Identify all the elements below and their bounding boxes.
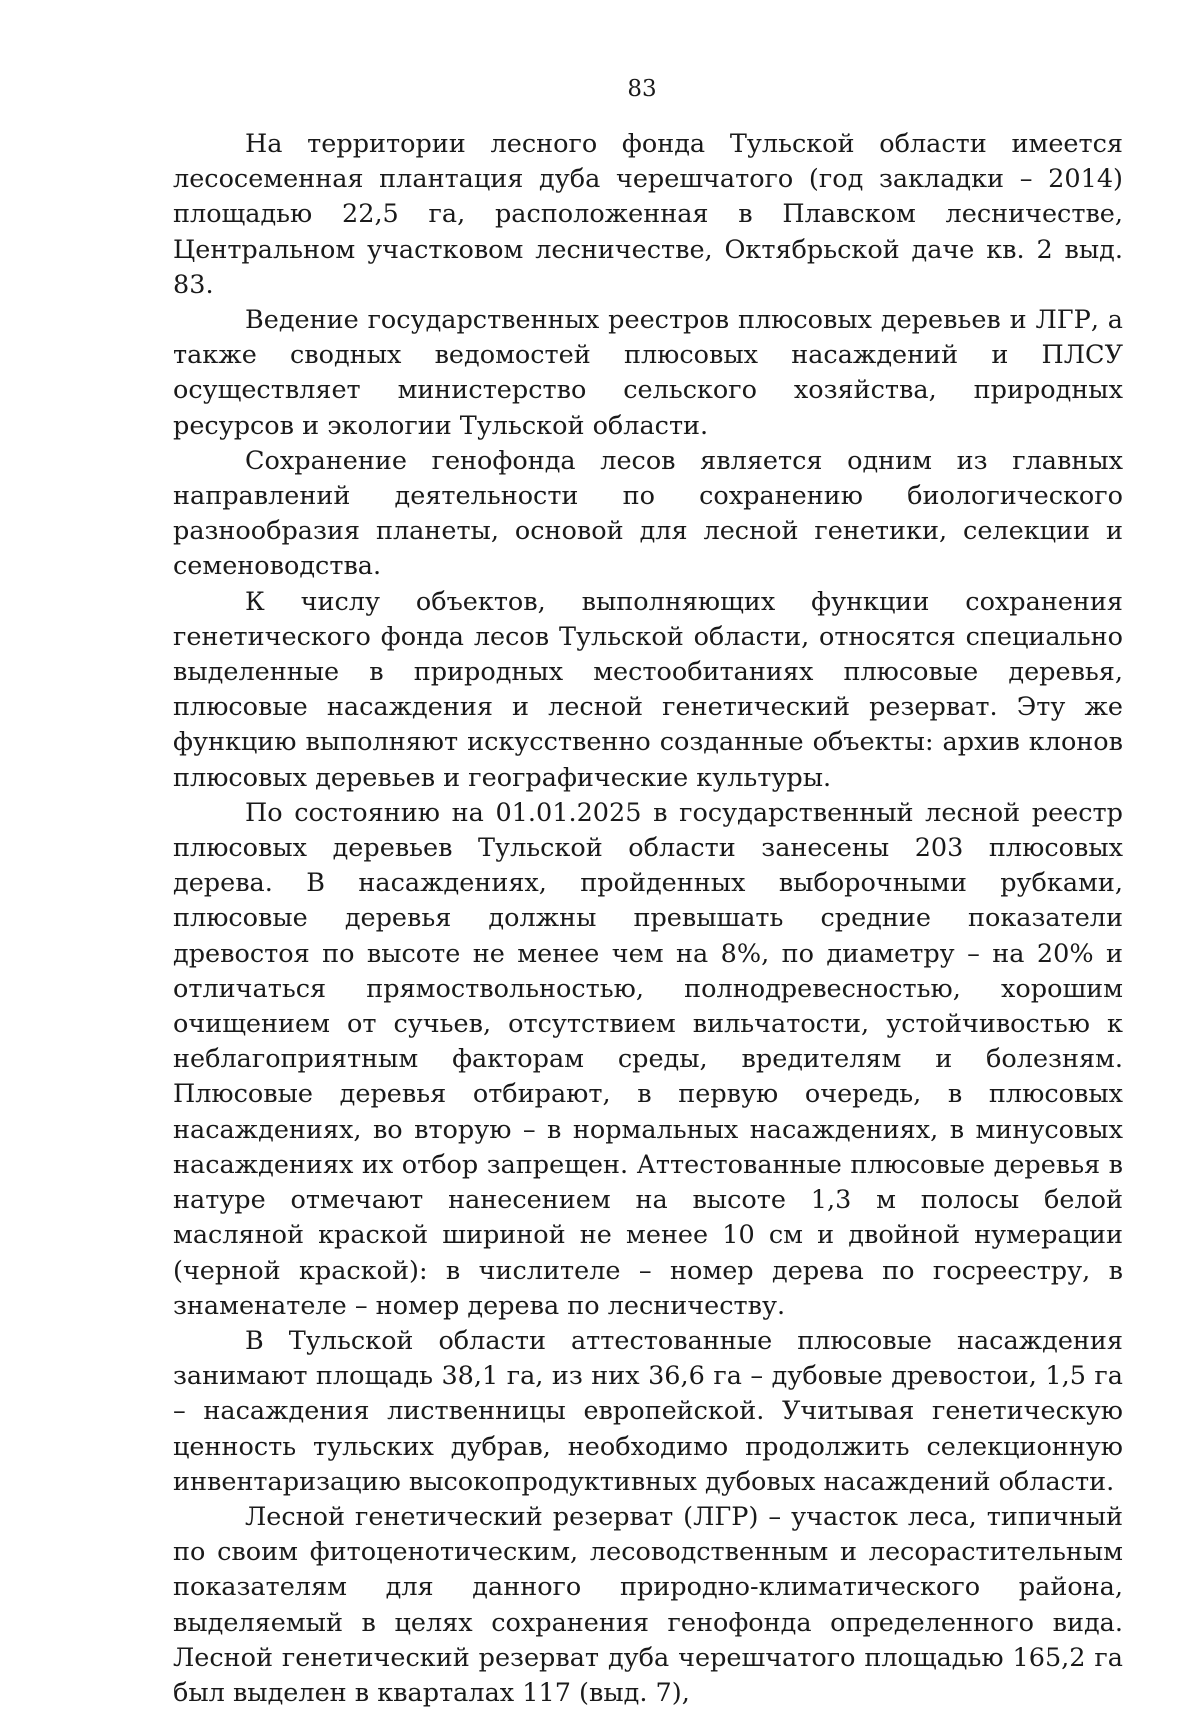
- paragraph-genetic-reserve: Лесной генетический резерват (ЛГР) – участок леса, типичный по своим фитоценотическим, лесоводственным и лесорастительным показателям для данного природно-климатического района, выделяемый в целях сохранения генофонда определенного вида. Лесной генетический резерват дуба черешчатого площадью 165,2 га был выделен в кварталах 117 (выд. 7),: [173, 1501, 1123, 1708]
- paragraph-plus-trees: По состоянию на 01.01.2025 в государственный лесной реестр плюсовых деревьев Тульской области занесены 203 плюсовых дерева. В насаждениях, пройденных выборочными рубками, плюсовые деревья должны превышать средние показатели древостоя по высоте не менее чем на 8%, по диаметру – на 20% и отличаться прямоствольностью, полнодревесностью, хорошим очищением от сучьев, отсутствием вильчатости, устойчивостью к неблагоприятным факторам среды, вредителям и болезням. Плюсовые деревья отбирают, в первую очередь, в плюсовых насаждениях, во вторую – в нормальных насаждениях, в минусовых насаждениях их отбор запрещен. Аттестованные плюсовые деревья в натуре отмечают нанесением на высоте 1,3 м полосы белой масляной краской шириной не менее 10 см и двойной нумерации (черной краской): в числителе – номер дерева по госреестру, в знаменателе – номер дерева по лесничеству.: [173, 797, 1123, 1321]
- paragraph-gene-pool-conservation: Сохранение генофонда лесов является одним из главных направлений деятельности по сохранению биологического разнообразия планеты, основой для лесной генетики, селекции и семеноводства.: [173, 445, 1123, 582]
- paragraph-conservation-objects: К числу объектов, выполняющих функции сохранения генетического фонда лесов Тульской области, относятся специально выделенные в природных местообитаниях плюсовые деревья, плюсовые насаждения и лесной генетический резерват. Эту же функцию выполняют искусственно созданные объекты: архив клонов плюсовых деревьев и географические культуры.: [173, 586, 1123, 793]
- page-number: 83: [627, 76, 657, 102]
- paragraph-plus-stands: В Тульской области аттестованные плюсовые насаждения занимают площадь 38,1 га, из них 36,6 га – дубовые древостои, 1,5 га – насаждения лиственницы европейской. Учитывая генетическую ценность тульских дубрав, необходимо продолжить селекционную инвентаризацию высокопродуктивных дубовых насаждений области.: [173, 1325, 1123, 1497]
- body-text: [173, 127, 1123, 1711]
- paragraph-state-registers: Ведение государственных реестров плюсовых деревьев и ЛГР, а также сводных ведомостей плюсовых насаждений и ПЛСУ осуществляет министерство сельского хозяйства, природных ресурсов и экологии Тульской области.: [173, 305, 1123, 441]
- paragraph-seed-plantation: На территории лесного фонда Тульской области имеется лесосеменная плантация дуба черешчатого (год закладки – 2014) площадью 22,5 га, расположенная в Плавском лесничестве, Центральном участковом лесничестве, Октябрьской даче кв. 2 выд. 83.: [173, 129, 1123, 300]
